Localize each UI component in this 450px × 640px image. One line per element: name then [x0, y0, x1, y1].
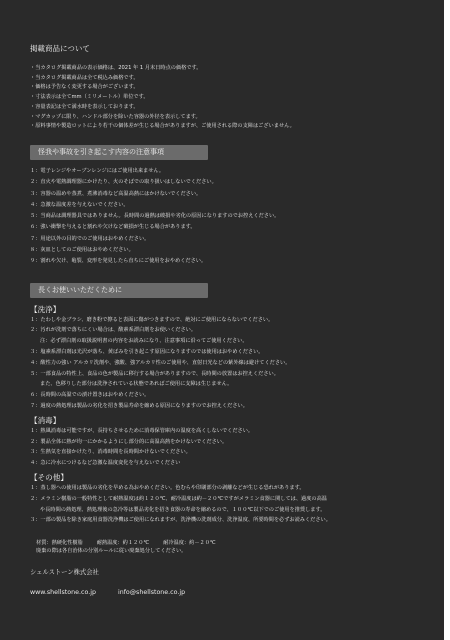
care-section	[30, 304, 434, 527]
wash-item: １：たわしや金ブラシ、磨き粉で擦ると表面に傷がつきますので、絶対にご使用にならないでください。	[30, 316, 274, 323]
material-info	[30, 540, 434, 556]
disinfect-section-title: 【消毒】	[30, 415, 61, 425]
caution-item: ７：用途以外の目的でのご使用はおやめください。	[30, 235, 150, 242]
caution-item: １：電子レンジやオーブンレンジにはご使用出来ません。	[30, 167, 165, 174]
heat-resistance: 耐熱温度：約１２０℃	[96, 540, 150, 547]
wash-item: ７：過度の熱処理は製品の劣化を招き製品寿命を縮める原因になりますのでお控えください。	[30, 402, 248, 409]
note-item: ・マグカップに限り、ハンドル部分を除いた容器の外径を表示してます。	[30, 113, 201, 120]
caution-item: ６：強い衝撃を与えると割れや欠けなど破損が生じる場合があります。	[30, 224, 196, 231]
disinfect-item: ２：製品全体に熱が均一にかかるようにし部分的に高温高熱をかけないでください。	[30, 438, 228, 445]
caution-item: ３：容器の温めや蒸煮、煮沸消毒など高温高熱にはかけないでください。	[30, 190, 202, 197]
cold-resistance: 耐冷温度：約－２０℃	[163, 540, 216, 547]
wash-item: ６：長時間の高温での漬け置きはおやめください。	[30, 392, 150, 399]
wash-section-title: 【洗浄】	[30, 304, 61, 314]
email-link[interactable]: info@shellstone.co.jp	[117, 588, 186, 596]
caution-heading: 怪我や事故を引き起こす内容の注意事項	[30, 145, 208, 160]
note-item: ・当カタログ掲載商品の表示価格は、2021 年 1 月末日時点の価格です。	[30, 65, 202, 71]
other-item: １：蒸し器への使用は製品の劣化を早める為おやめください。色むらや印刷部分の剥離などが生じる恐れがあります。	[30, 484, 305, 491]
note-item: ・容量表記は全て満水時を表示しております。	[30, 103, 139, 110]
caution-list	[30, 166, 434, 268]
other-section-title: 【その他】	[30, 472, 68, 482]
website-link[interactable]: www.shellstone.co.jp	[30, 588, 96, 596]
material-label: 材質：熱硬化性樹脂	[36, 540, 83, 547]
wash-item: ２：汚れが洗剤で落ちにくい場合は、酸素系漂白剤をお使いください。	[30, 327, 197, 334]
disinfect-item: １：熱風消毒は可能ですが、長持ちさせるために消毒保管庫内の温度を高くしないでください。	[30, 427, 254, 434]
caution-item: ２：直火や電熱調理器にかけたり、火のそばでの取り扱いはしないでください。	[30, 179, 217, 186]
wash-item-note: 注：必ず漂白剤の取扱説明書の内容をお読みになり、注意事項に沿ってご使用ください。	[40, 338, 248, 345]
material-specs	[36, 540, 434, 548]
note-item: ・原料事情や製造ロットにより若干の個体差が生じる場合がありますが、ご使用される際の支障はございません。	[30, 123, 295, 130]
page-title: 掲載商品について	[30, 44, 90, 53]
disposal-note: 廃棄の際は各自治体の分別ルールに従い廃棄処分してください。	[36, 547, 187, 554]
other-item: ３：一部の製品を除き家庭用食器洗浄機はご使用になれますが、洗浄機の洗剤成分、洗浄温度、所要時間を必ずお読みください。	[30, 517, 331, 524]
disinfect-item: ４：急に冷水につけるなど急激な温度変化を与えないでください	[30, 460, 181, 467]
caution-item: ５：当商品は調理器具ではありません。長時間の過熱は破損や劣化の原因になりますのでお控えください。	[30, 213, 280, 220]
other-item: ２：メラミン樹脂の一般特性として耐熱温度は約１２０℃、耐冷温度は約－２０℃ですがメラミン食器に関しては、過度の高温	[30, 495, 327, 502]
wash-item: ５：一部食品の特性上、食品の色が製品に移行する場合がありますので、長時間の放置はお控えください。	[30, 370, 279, 377]
other-item-note: や長時間の熱処理、熱処理後の急冷等は製品劣化を招き食器の寿命を縮めるので、１００℃以下でのご使用を推奨します。	[40, 506, 326, 513]
care-heading: 長くお使いいただくために	[30, 283, 208, 298]
note-item: ・価格は予告なく変更する場合がございます。	[30, 84, 139, 91]
wash-item: ４：酸性力の強い アルカリ洗剤や、強酸、強アルカリ性のご使用や、直射日光などの紫外線は避けてください。	[30, 359, 291, 366]
caution-item: ４：急激な温度差を与えないでください。	[30, 201, 129, 208]
caution-item: ８：灰皿としてのご使用はおやめください。	[30, 247, 134, 253]
product-notes	[30, 64, 434, 132]
company-name: シェルストーン株式会社	[30, 568, 99, 576]
disinfect-item: ３：生熱気を直接かけたり、消毒時間を長時間かけないでください。	[30, 449, 191, 456]
note-item: ・当カタログ掲載商品は全て税込み価格です。	[30, 74, 139, 81]
wash-item: ３：塩素系漂白剤は光沢が落ち、黄ばみを引き起こす原因になりますのでは使用はおやめください。	[30, 348, 264, 355]
contact-info	[30, 588, 434, 597]
note-item: ・寸法表示は全てmm（ミリメートル）単位です。	[30, 94, 149, 101]
wash-item-note: また、色移りした部分は洗浄されている状態であればご使用に支障は生じません。	[40, 381, 233, 388]
caution-item: ９：割れや欠け、亀裂、変形を発見したら直ちにご使用をおやめください。	[30, 258, 207, 265]
